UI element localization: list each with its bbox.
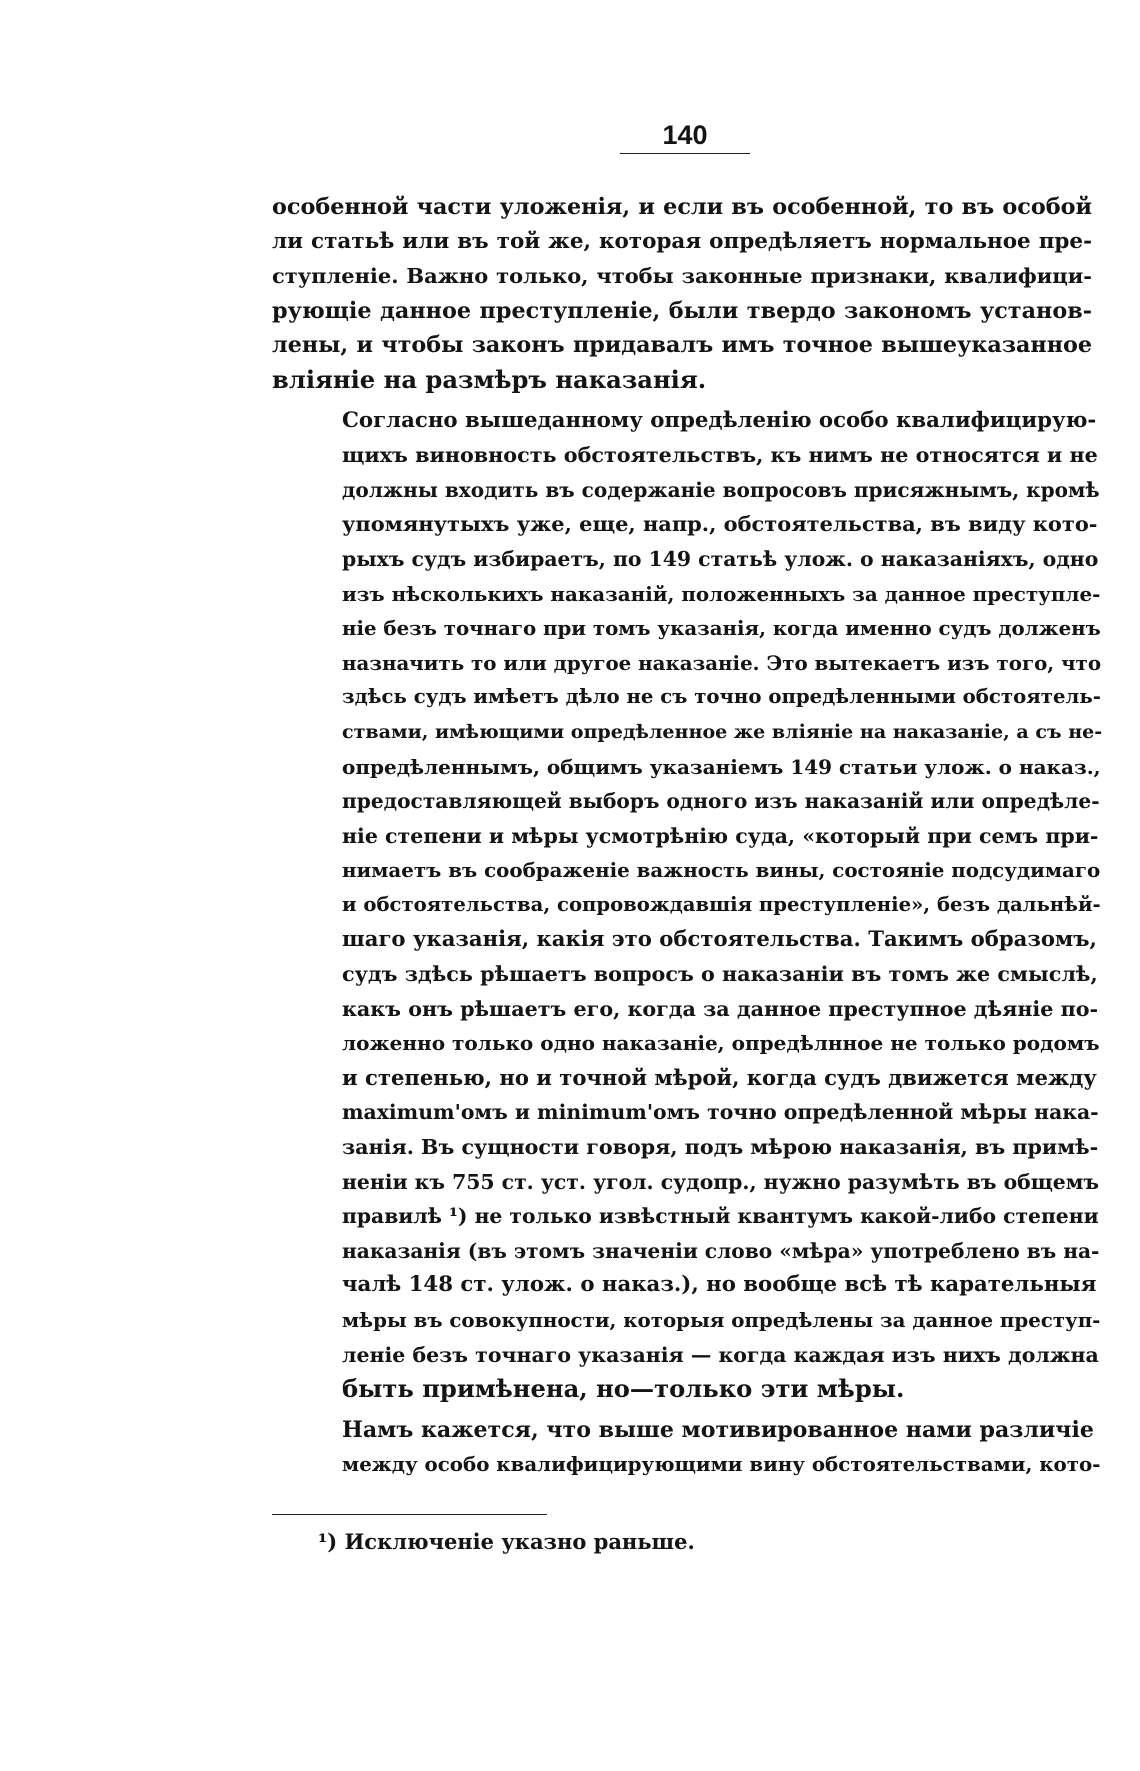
text-line: должны входить въ содержаніе вопросовъ присяжнымъ, кромѣ xyxy=(342,477,1100,502)
text-line: ствами, имѣющими опредѣленное же вліяніе на наказаніе, а съ не- xyxy=(342,720,1103,743)
body-text xyxy=(272,190,1103,1488)
text-line: ложенно только одно наказаніе, опредѣлнное не только родомъ xyxy=(342,1031,1100,1056)
text-line: изъ нѣсколькихъ наказаній, положенныхъ за данное преступле- xyxy=(342,581,1101,606)
text-line: между особо квалифицирующими вину обстоятельствами, кото- xyxy=(342,1452,1101,1477)
text-line: особенной части уложенія, и если въ особенной, то въ особой xyxy=(272,194,1092,220)
text-line: лены, и чтобы законъ придавалъ имъ точное вышеуказанное xyxy=(272,332,1092,359)
text-line: ніе безъ точнаго при томъ указанія, когда именно судъ долженъ xyxy=(342,616,1101,641)
text-line: судъ здѣсь рѣшаетъ вопросъ о наказаніи въ томъ же смыслѣ, xyxy=(342,962,1098,987)
text-line: рыхъ судъ избираетъ, по 149 статьѣ улож. о наказаніяхъ, одно xyxy=(342,546,1099,571)
text-line: опредѣленнымъ, общимъ указаніемъ 149 статьи улож. о наказ., xyxy=(342,754,1101,779)
text-line: упомянутыхъ уже, еще, напр., обстоятельства, въ виду кото- xyxy=(342,511,1098,537)
footnote-divider xyxy=(272,1514,547,1515)
text-line: здѣсь судъ имѣетъ дѣло не съ точно опредѣленными обстоятель- xyxy=(342,685,1101,709)
text-line: назначить то или другое наказаніе. Это вытекаетъ изъ того, что xyxy=(342,650,1102,675)
text-line: ли статьѣ или въ той же, которая опредѣляетъ нормальное пре- xyxy=(272,228,1092,254)
text-line: быть примѣнена, но—только эти мѣры. xyxy=(342,1374,905,1404)
footnote: ¹) Исключеніе указно раньше. xyxy=(318,1529,695,1554)
text-line: рующіе данное преступленіе, были твердо закономъ установ- xyxy=(272,297,1092,324)
text-line: предоставляющей выборъ одного изъ наказаній или опредѣле- xyxy=(342,789,1100,814)
text-line: наказанія (въ этомъ значеніи слово «мѣра» употреблено въ на- xyxy=(342,1238,1100,1263)
text-line: щихъ виновность обстоятельствъ, къ нимъ не относятся и не xyxy=(342,443,1098,468)
text-line: и степенью, но и точной мѣрой, когда судъ движется между xyxy=(342,1064,1097,1090)
text-line: неніи къ 755 ст. уст. угол. судопр., нужно разумѣть въ общемъ xyxy=(342,1169,1100,1194)
text-line: и обстоятельства, сопровождавшія преступленіе», безъ дальнѣй- xyxy=(342,892,1101,916)
text-line: ніе степени и мѣры усмотрѣнію суда, «который при семъ при- xyxy=(342,823,1099,848)
text-line: занія. Въ сущности говоря, подъ мѣрою наказанія, въ примѣ- xyxy=(342,1135,1099,1160)
text-line: какъ онъ рѣшаетъ его, когда за данное преступное дѣяніе по- xyxy=(342,996,1099,1021)
text-line: чалѣ 148 ст. улож. о наказ.), но вообще всѣ тѣ карательныя xyxy=(342,1272,1097,1298)
text-line: вліяніе на размѣръ наказанія. xyxy=(272,364,707,394)
text-line: нимаетъ въ соображеніе важность вины, состояніе подсудимаго xyxy=(342,858,1101,883)
page-number: 140 xyxy=(620,120,750,154)
text-line: Намъ кажется, что выше мотивированное нами различіе xyxy=(342,1416,1094,1443)
text-line: ступленіе. Важно только, чтобы законные признаки, квалифици- xyxy=(272,263,1092,289)
paragraph-2 xyxy=(272,404,1103,1407)
paragraph-3 xyxy=(272,1413,1101,1482)
text-line: мѣры въ совокупности, которыя опредѣлены за данное преступ- xyxy=(342,1308,1101,1332)
text-line: леніе безъ точнаго указанія — когда каждая изъ нихъ должна xyxy=(342,1342,1099,1367)
text-line: шаго указанія, какія это обстоятельства. Такимъ образомъ, xyxy=(342,926,1097,952)
text-line: maximum'омъ и minimum'омъ точно опредѣленной мѣры нака- xyxy=(342,1100,1099,1125)
paragraph-1 xyxy=(272,190,1092,398)
text-line: Согласно вышеданному опредѣленію особо квалифицирую- xyxy=(342,407,1097,433)
text-line: правилѣ ¹) не только извѣстный квантумъ какой-либо степени xyxy=(342,1204,1099,1229)
